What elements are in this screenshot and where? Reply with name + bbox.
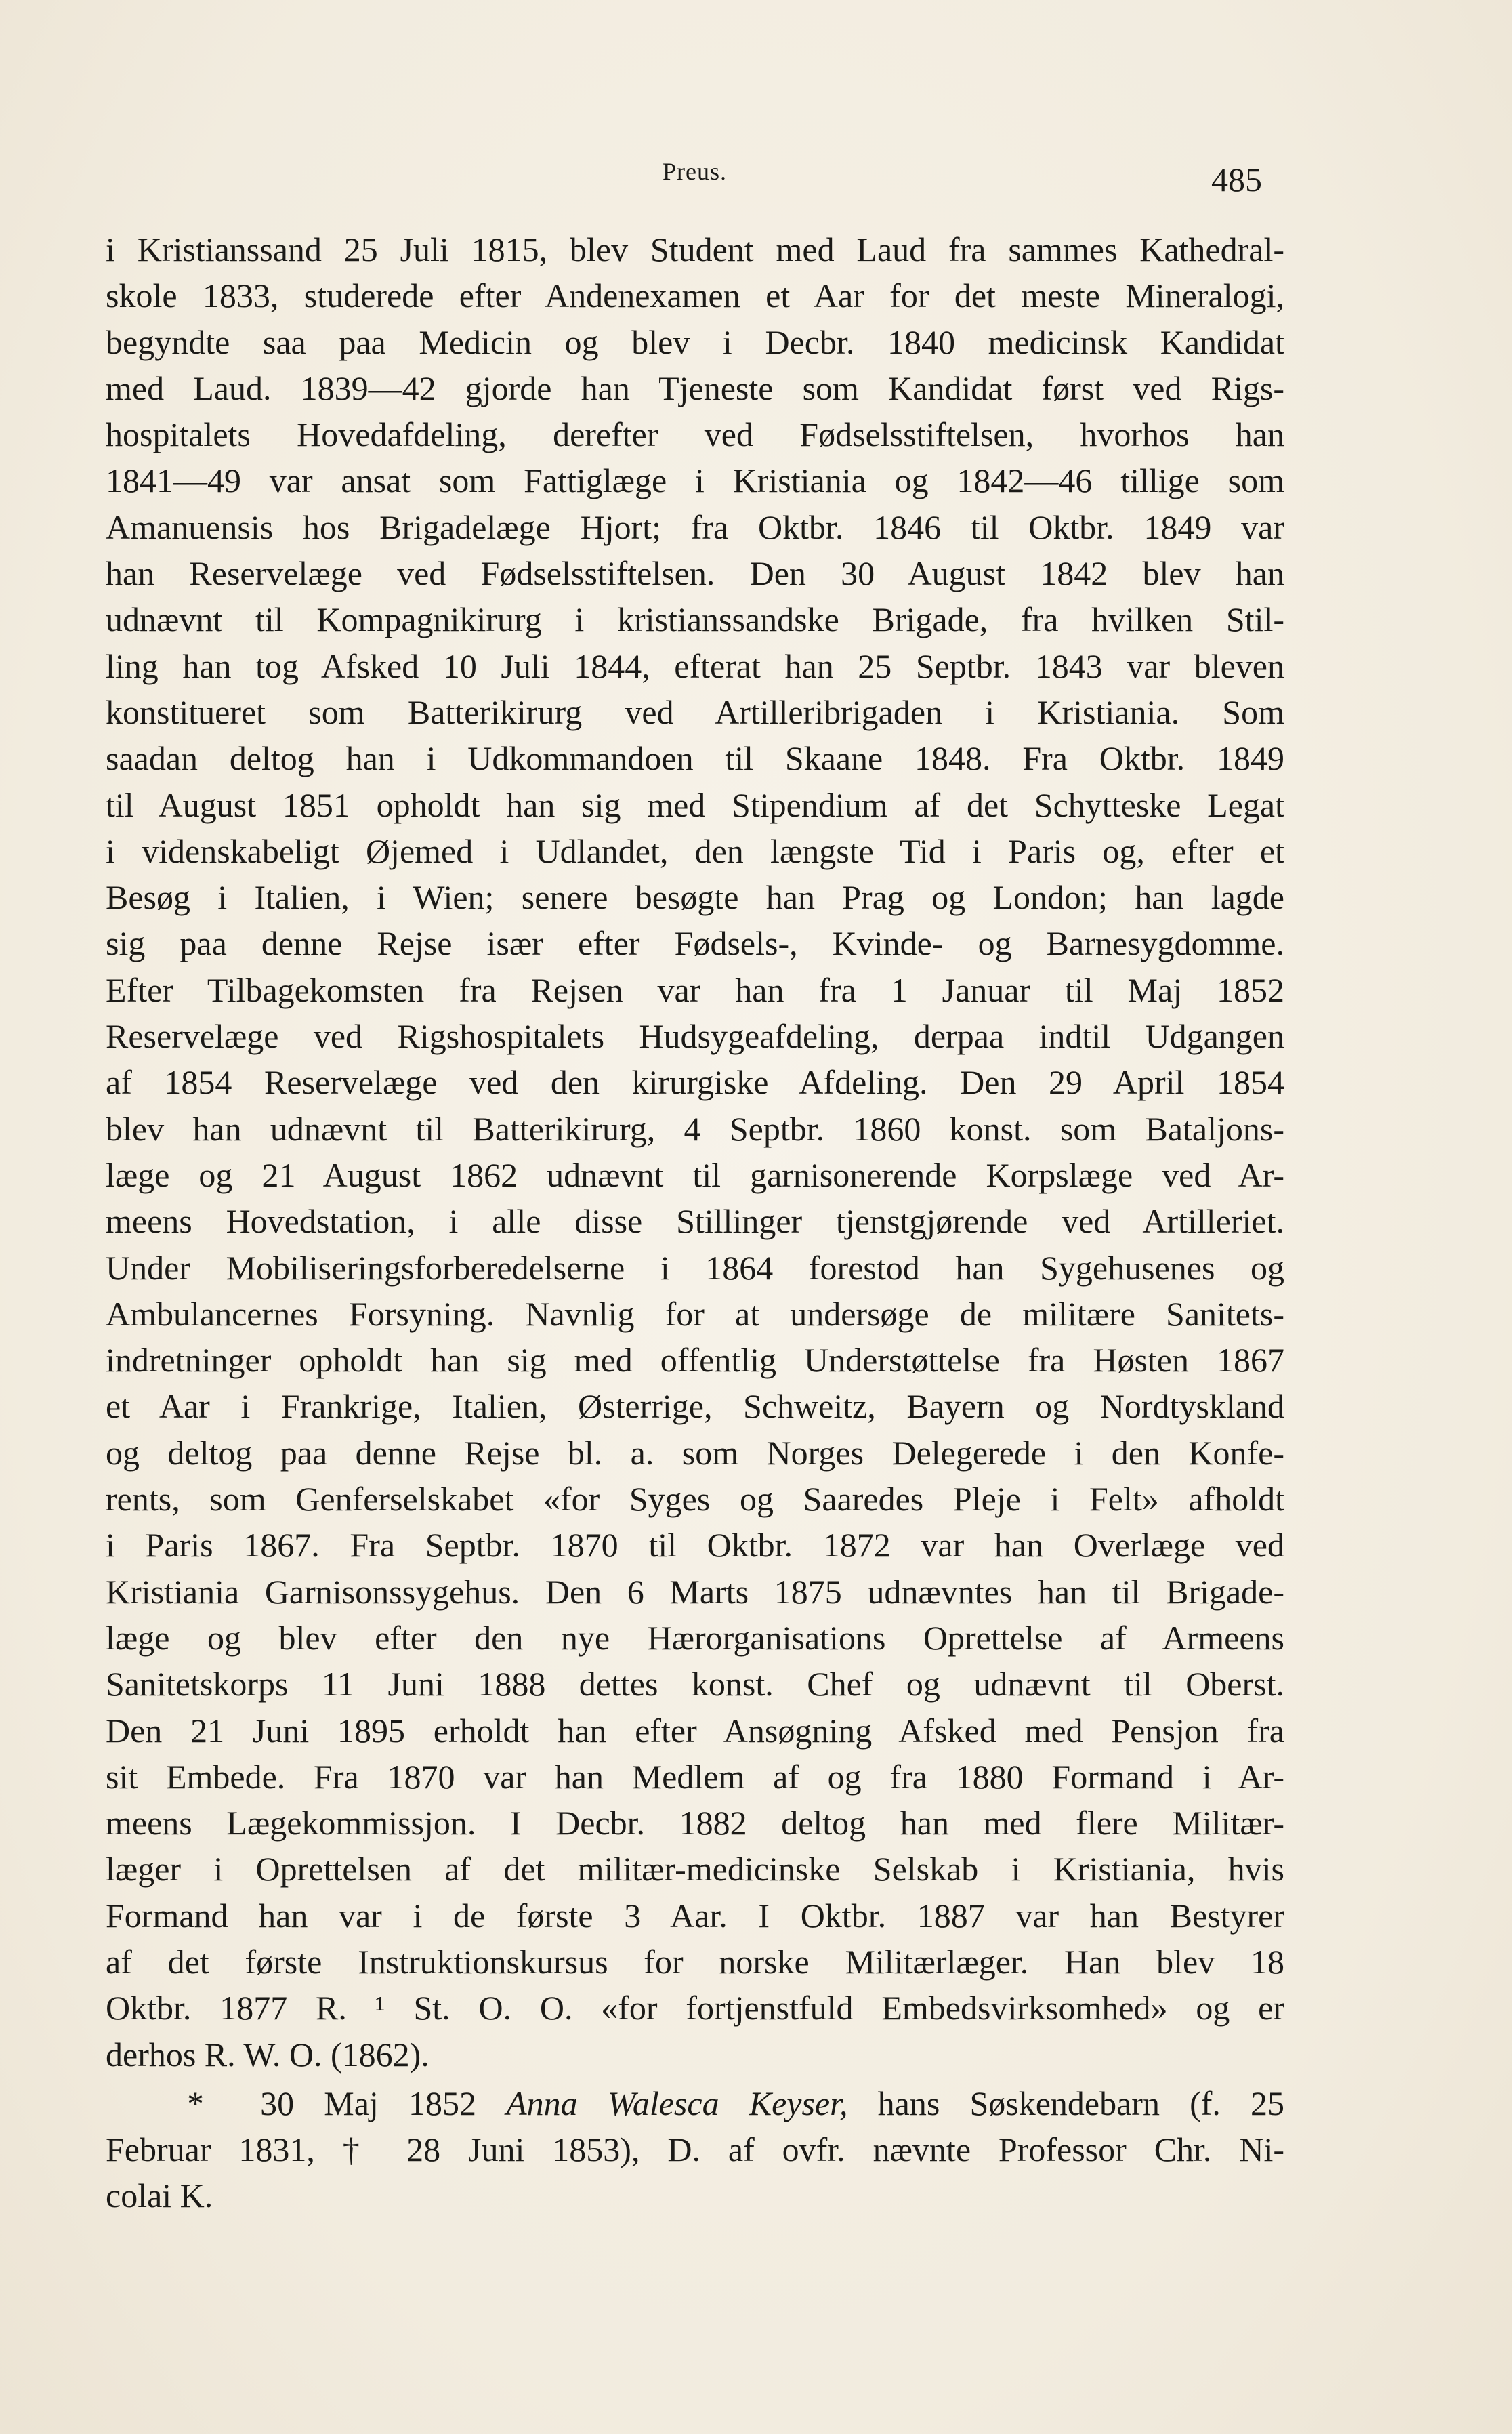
text-line: læge og 21 August 1862 udnævnt til garnisonerende Korpslæge ved Ar- bbox=[106, 1155, 1284, 1194]
note-line-2: Februar 1831, † 28 Juni 1853), D. af ovfr. nævnte Professor Chr. Ni- bbox=[106, 2130, 1284, 2169]
text-line: Kristiania Garnisonssygehus. Den 6 Marts 1875 udnævntes han til Brigade- bbox=[106, 1572, 1284, 1611]
text-line: Amanuensis hos Brigadelæge Hjort; fra Oktbr. 1846 til Oktbr. 1849 var bbox=[106, 508, 1284, 546]
text-line: Den 21 Juni 1895 erholdt han efter Ansøgning Afsked med Pensjon fra bbox=[106, 1711, 1284, 1750]
text-line: Formand han var i de første 3 Aar. I Oktbr. 1887 var han Bestyrer bbox=[106, 1896, 1284, 1935]
text-line: Oktbr. 1877 R. ¹ St. O. O. «for fortjenstfuld Embedsvirksomhed» og er bbox=[106, 1989, 1284, 2027]
text-line: Besøg i Italien, i Wien; senere besøgte han Prag og London; han lagde bbox=[106, 878, 1284, 917]
text-line: med Laud. 1839—42 gjorde han Tjeneste som Kandidat først ved Rigs- bbox=[106, 369, 1284, 407]
text-line: af 1854 Reservelæge ved den kirurgiske Afdeling. Den 29 April 1854 bbox=[106, 1063, 1284, 1102]
text-line: skole 1833, studerede efter Andenexamen et Aar for det meste Mineralogi, bbox=[106, 276, 1284, 315]
text-line: meens Hovedstation, i alle disse Stillinger tjenstgjørende ved Artilleriet. bbox=[106, 1202, 1284, 1241]
text-line: og deltog paa denne Rejse bl. a. som Norges Delegerede i den Konfe- bbox=[106, 1433, 1284, 1472]
text-line: af det første Instruktionskursus for norske Militærlæger. Han blev 18 bbox=[106, 1942, 1284, 1981]
page-header bbox=[0, 150, 1512, 205]
note-relation: hans Søskendebarn (f. 25 bbox=[877, 2084, 1285, 2122]
text-line: begyndte saa paa Medicin og blev i Decbr. 1840 medicinsk Kandidat bbox=[106, 323, 1284, 361]
text-line: udnævnt til Kompagnikirurg i kristianssandske Brigade, fra hvilken Stil- bbox=[106, 600, 1284, 639]
text-line: derhos R. W. O. (1862). bbox=[106, 2035, 429, 2074]
text-line: Ambulancernes Forsyning. Navnlig for at undersøge de militære Sanitets- bbox=[106, 1294, 1284, 1333]
text-line: saadan deltog han i Udkommandoen til Skaane 1848. Fra Oktbr. 1849 bbox=[106, 739, 1284, 778]
text-line: Under Mobiliseringsforberedelserne i 1864 forestod han Sygehusenes og bbox=[106, 1248, 1284, 1287]
text-line: sig paa denne Rejse især efter Fødsels-, Kvinde- og Barnesygdomme. bbox=[106, 924, 1284, 963]
text-line: læger i Oprettelsen af det militær-medicinske Selskab i Kristiania, hvis bbox=[106, 1850, 1284, 1889]
note-symbol: * bbox=[187, 2084, 204, 2122]
text-line: ling han tog Afsked 10 Juli 1844, efterat han 25 Septbr. 1843 var bleven bbox=[106, 646, 1284, 685]
text-line: i videnskabeligt Øjemed i Udlandet, den længste Tid i Paris og, efter et bbox=[106, 831, 1284, 870]
text-line: til August 1851 opholdt han sig med Stipendium af det Schytteske Legat bbox=[106, 785, 1284, 824]
text-line: et Aar i Frankrige, Italien, Østerrige, Schweitz, Bayern og Nordtyskland bbox=[106, 1387, 1284, 1426]
text-line: han Reservelæge ved Fødselsstiftelsen. Den 30 August 1842 blev han bbox=[106, 554, 1284, 593]
text-line: i Paris 1867. Fra Septbr. 1870 til Oktbr. 1872 var han Overlæge ved bbox=[106, 1526, 1284, 1565]
text-line: i Kristianssand 25 Juli 1815, blev Student med Laud fra sammes Kathedral- bbox=[106, 230, 1284, 268]
page-body bbox=[106, 226, 1284, 2219]
text-line: meens Lægekommissjon. I Decbr. 1882 deltog han med flere Militær- bbox=[106, 1804, 1284, 1842]
text-line: 1841—49 var ansat som Fattiglæge i Kristiania og 1842—46 tillige som bbox=[106, 461, 1284, 500]
text-line: Reservelæge ved Rigshospitalets Hudsygeafdeling, derpaa indtil Udgangen bbox=[106, 1017, 1284, 1056]
text-line: sit Embede. Fra 1870 var han Medlem af og fra 1880 Formand i Ar- bbox=[106, 1757, 1284, 1796]
note-line-1 bbox=[106, 2080, 1284, 2126]
text-line: indretninger opholdt han sig med offentlig Understøttelse fra Høsten 1867 bbox=[106, 1341, 1284, 1380]
marriage-note bbox=[106, 2080, 1284, 2219]
text-line: Efter Tilbagekomsten fra Rejsen var han fra 1 Januar til Maj 1852 bbox=[106, 970, 1284, 1009]
note-date: 30 Maj 1852 bbox=[260, 2084, 476, 2122]
text-line: læge og blev efter den nye Hærorganisations Oprettelse af Armeens bbox=[106, 1618, 1284, 1657]
text-line: rents, som Genferselskabet «for Syges og Saaredes Pleje i Felt» afholdt bbox=[106, 1480, 1284, 1519]
text-line: blev han udnævnt til Batterikirurg, 4 Septbr. 1860 konst. som Bataljons- bbox=[106, 1109, 1284, 1148]
spouse-name: Anna Walesca Keyser, bbox=[506, 2084, 848, 2122]
text-line: hospitalets Hovedafdeling, derefter ved Fødselsstiftelsen, hvorhos han bbox=[106, 415, 1284, 454]
text-line: konstitueret som Batterikirurg ved Artilleribrigaden i Kristiania. Som bbox=[106, 693, 1284, 731]
biography-paragraph bbox=[106, 226, 1284, 2078]
text-line: Sanitetskorps 11 Juni 1888 dettes konst. Chef og udnævnt til Oberst. bbox=[106, 1665, 1284, 1704]
note-line-3: colai K. bbox=[106, 2177, 213, 2215]
page-number: 485 bbox=[1211, 161, 1262, 199]
running-head: Preus. bbox=[663, 158, 727, 185]
